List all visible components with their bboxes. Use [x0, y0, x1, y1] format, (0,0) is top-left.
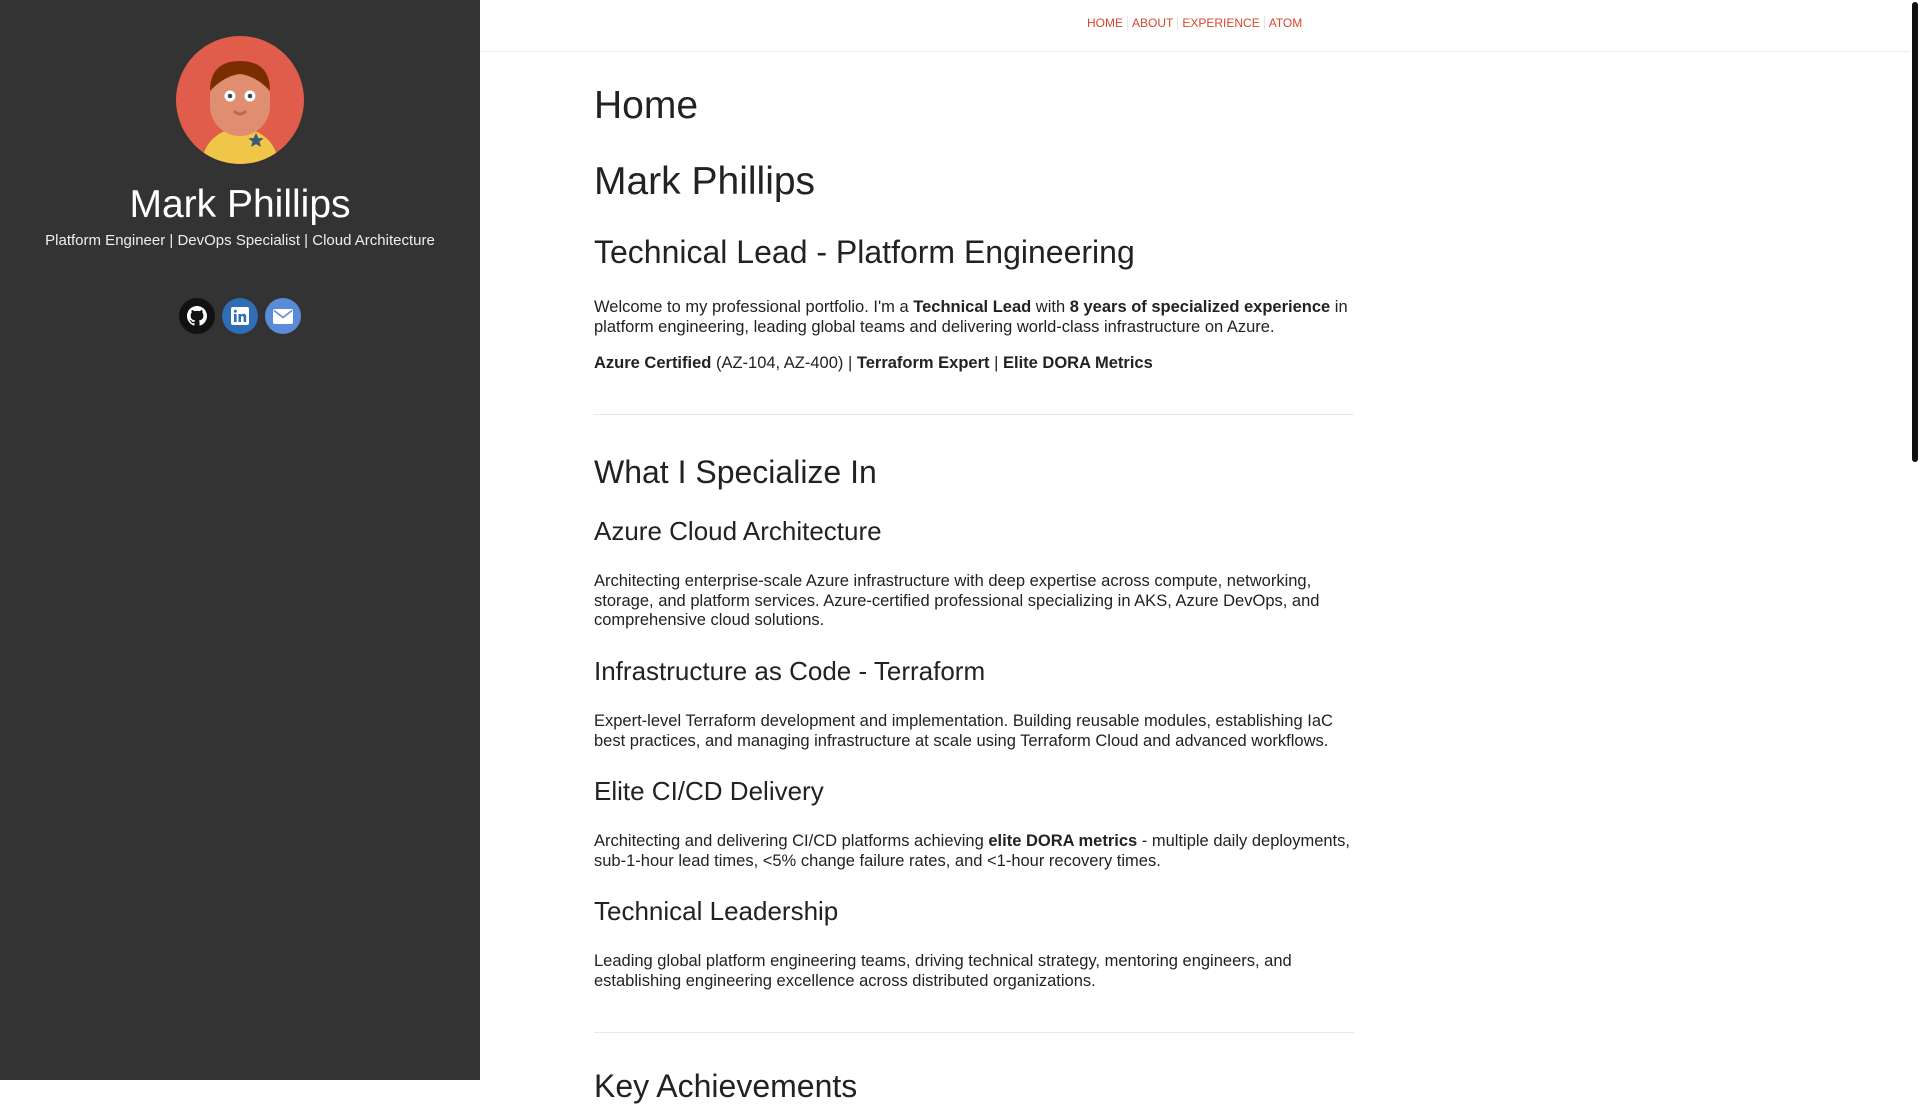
specialize-heading: What I Specialize In: [594, 454, 877, 490]
top-nav: [1087, 16, 1306, 30]
linkedin-link[interactable]: [222, 298, 258, 334]
avatar: [176, 36, 304, 164]
specialty-text: Leading global platform engineering teams, driving technical strategy, mentoring engineers, and establishing engineering excellence across distributed organizations.: [594, 952, 1292, 990]
specialty-text: Architecting enterprise-scale Azure infrastructure with deep expertise across compute, networking, storage, and platform services. Azure-certified professional specializing in AKS, Azure DevOps, and comprehensive cloud solutions.: [594, 572, 1320, 629]
main-area: [480, 0, 1910, 1104]
sidebar-tagline: Platform Engineer | DevOps Specialist | Cloud Architecture: [45, 232, 435, 249]
nav-about[interactable]: ABOUT: [1132, 16, 1174, 30]
page-title: Home: [594, 84, 699, 127]
specialty-text: Expert-level Terraform development and implementation. Building reusable modules, establishing IaC best practices, and managing infrastructure at scale using Terraform Cloud and advanced workflows.: [594, 712, 1333, 750]
name-heading: Mark Phillips: [594, 160, 816, 203]
github-icon: [187, 306, 207, 326]
divider: [594, 1032, 1354, 1033]
sidebar-name: Mark Phillips: [129, 183, 351, 226]
nav-experience[interactable]: EXPERIENCE: [1182, 16, 1260, 30]
specialty-title: Infrastructure as Code - Terraform: [594, 656, 986, 686]
linkedin-icon: [231, 307, 249, 325]
social-links: [0, 298, 480, 334]
specialty-title: Elite CI/CD Delivery: [594, 776, 824, 806]
certs-paragraph: Azure Certified (AZ-104, AZ-400) | Terraform Expert | Elite DORA Metrics: [594, 354, 1153, 372]
nav-atom[interactable]: ATOM: [1268, 16, 1303, 30]
specialty-text: Architecting and delivering CI/CD platforms achieving elite DORA metrics - multiple daily deployments, sub-1-hour lead times, <5% change failure rates, and <1-hour recovery times.: [594, 832, 1350, 870]
top-header: [480, 0, 1910, 52]
specialty-title: Azure Cloud Architecture: [594, 516, 882, 546]
sidebar: [0, 0, 480, 1080]
nav-home[interactable]: HOME: [1087, 16, 1123, 30]
divider: [594, 414, 1354, 415]
specialty-title: Technical Leadership: [594, 896, 839, 926]
scrollbar-thumb[interactable]: [1912, 2, 1918, 462]
email-icon: [273, 309, 293, 324]
intro-paragraph: Welcome to my professional portfolio. I'm a Technical Lead with 8 years of specialized experience in platform engineering, leading global teams and delivering world-class infrastructure on Azure.: [594, 298, 1348, 336]
role-heading: Technical Lead - Platform Engineering: [594, 234, 1135, 270]
email-link[interactable]: [265, 298, 301, 334]
github-link[interactable]: [179, 298, 215, 334]
next-section-heading: Key Achievements: [594, 1068, 858, 1104]
